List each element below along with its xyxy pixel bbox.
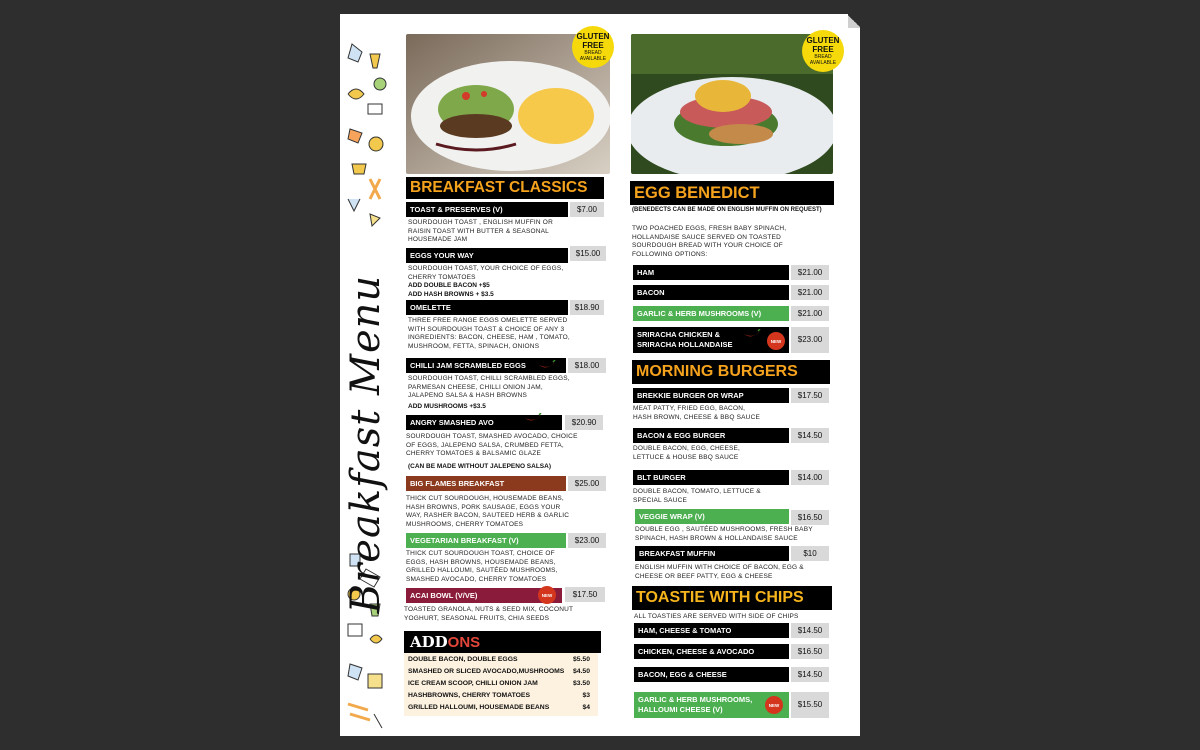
menu-item-price: $7.00 [570,202,604,217]
menu-item-price: $25.00 [568,476,606,491]
menu-item-price: $21.00 [791,285,829,300]
menu-item-desc: DOUBLE BACON, TOMATO, LETTUCE & SPECIAL SAUCE [633,488,761,504]
chili-icon [743,329,761,339]
menu-item-omelette: OMELETTE [406,300,568,315]
menu-item-desc: THREE FREE RANGE EGGS OMELETTE SERVED WITH SOURDOUGH TOAST & CHOICE OF ANY 3 INGREDIENTS: BACON, CHEESE, HAM , TOMATO, MUSHROOM, FETTA, SPINACH, ONIONS [408,317,570,350]
new-badge: NEW [765,696,783,714]
egg-benedict-heading: EGG BENEDICT [630,181,834,205]
chili-icon [524,413,542,423]
benedict-option-bacon: BACON [633,285,789,300]
addon-row: DOUBLE BACON, DOUBLE EGGS $5.50 [408,656,590,663]
benedict-option-ham: HAM [633,265,789,280]
gluten-free-text: GLUTEN FREE [576,32,610,50]
page-corner-fold [848,14,860,28]
menu-item-price: $17.50 [565,587,605,602]
menu-item-angry-smashed-avo: ANGRY SMASHED AVO [406,415,562,430]
menu-item-desc: THICK CUT SOURDOUGH TOAST, CHOICE OF EGGS, HASH BROWNS, HOUSEMADE BEANS, GRILLED HALLOUMI, SAUTÉED MUSHROOMS, SMASHED AVOCADO, CHERRY TOMATOES [406,550,558,583]
menu-item-breakfast-muffin: BREAKFAST MUFFIN [635,546,789,561]
menu-item-desc: THICK CUT SOURDOUGH, HOUSEMADE BEANS, HASH BROWNS, PORK SAUSAGE, EGGS YOUR WAY, RASHER BACON, SAUTEED HERB & GARLIC MUSHROOMS, CHERRY TOMATOES [406,495,570,528]
menu-item-price: $21.00 [791,265,829,280]
addons-heading: ADDONS [404,631,601,653]
menu-item-price: $14.50 [791,667,829,682]
menu-item-desc: ENGLISH MUFFIN WITH CHOICE OF BACON, EGG & CHEESE OR BEEF PATTY, EGG & CHEESE [635,564,804,580]
menu-item-toast-preserves: TOAST & PRESERVES (V) [406,202,568,217]
menu-item-note: (CAN BE MADE WITHOUT JALEPENO SALSA) [408,463,551,470]
menu-item-price: $16.50 [791,644,829,659]
menu-item-blt-burger: BLT BURGER [633,470,789,485]
new-badge: NEW [538,586,556,604]
doodle-strip [340,14,392,736]
addon-row: HASHBROWNS, CHERRY TOMATOES $3 [408,692,590,699]
toastie-ham-cheese-tomato: HAM, CHEESE & TOMATO [634,623,789,638]
menu-item-price: $23.00 [568,533,606,548]
breakfast-classics-heading: BREAKFAST CLASSICS [406,177,604,199]
menu-item-acai-bowl: ACAI BOWL (V/VE) [406,588,562,603]
menu-item-chilli-jam-eggs: CHILLI JAM SCRAMBLED EGGS [406,358,566,373]
menu-item-price: $16.50 [791,510,829,525]
gluten-free-badge-right [802,30,844,72]
menu-page [340,14,860,736]
toastie-garlic-herb-halloumi: GARLIC & HERB MUSHROOMS, HALLOUMI CHEESE (V) [634,692,789,718]
menu-item-big-flames: BIG FLAMES BREAKFAST [406,476,566,491]
chili-icon [538,360,556,370]
morning-burgers-heading: MORNING BURGERS [632,360,830,384]
menu-item-price: $17.50 [791,388,829,403]
menu-item-price: $15.50 [791,692,829,718]
script-title: Breakfast Menu [343,274,389,614]
bread-available-text: BREAD AVAILABLE [809,54,837,66]
menu-item-desc: MEAT PATTY, FRIED EGG, BACON, HASH BROWN, CHEESE & BBQ SAUCE [633,405,760,421]
bread-available-text: BREAD AVAILABLE [579,50,607,62]
benedict-desc: TWO POACHED EGGS, FRESH BABY SPINACH, HOLLANDAISE SAUCE SERVED ON TOASTED SOURDOUGH BREAD WITH YOUR CHOICE OF FOLLOWING OPTIONS: [632,225,787,258]
menu-item-price: $15.00 [570,246,606,261]
addons-list [404,653,598,716]
toastie-heading: TOASTIE WITH CHIPS [632,586,832,610]
menu-item-price: $14.50 [791,623,829,638]
new-badge: NEW [767,332,785,350]
menu-item-addon-note: ADD DOUBLE BACON +$5 ADD HASH BROWNS + $3.5 [408,282,494,298]
toastie-note: ALL TOASTIES ARE SERVED WITH SIDE OF CHIPS [634,613,799,620]
menu-item-desc: DOUBLE EGG , SAUTÉED MUSHROOMS, FRESH BABY SPINACH, HASH BROWN & HOLLANDAISE SAUCE [635,526,813,542]
menu-item-price: $14.00 [791,470,829,485]
menu-item-desc: TOASTED GRANOLA, NUTS & SEED MIX, COCONUT YOGHURT, SEASONAL FRUITS, CHIA SEEDS [404,606,574,622]
addon-row: SMASHED OR SLICED AVOCADO,MUSHROOMS $4.50 [408,668,590,675]
menu-item-brekkie-burger: BREKKIE BURGER OR WRAP [633,388,789,403]
menu-item-desc: DOUBLE BACON, EGG, CHEESE, LETTUCE & HOUSE BBQ SAUCE [633,445,741,461]
toastie-chicken-cheese-avocado: CHICKEN, CHEESE & AVOCADO [634,644,789,659]
menu-item-desc: SOURDOUGH TOAST, YOUR CHOICE OF EGGS, CHERRY TOMATOES [408,265,564,281]
gluten-free-badge-left [572,26,614,68]
menu-item-desc: SOURDOUGH TOAST, CHILLI SCRAMBLED EGGS, PARMESAN CHEESE, CHILLI ONION JAM, JALAPENO SALSA & HASH BROWNS [408,375,570,400]
menu-item-vegetarian-breakfast: VEGETARIAN BREAKFAST (V) [406,533,566,548]
menu-item-addon-note: ADD MUSHROOMS +$3.5 [408,403,486,410]
menu-item-price: $18.00 [568,358,606,373]
menu-item-bacon-egg-burger: BACON & EGG BURGER [633,428,789,443]
menu-item-price: $23.00 [791,327,829,353]
benedict-option-mushrooms: GARLIC & HERB MUSHROOMS (V) [633,306,789,321]
menu-item-price: $20.90 [565,415,603,430]
benedict-option-sriracha: SRIRACHA CHICKEN & SRIRACHA HOLLANDAISE [633,327,789,353]
menu-item-eggs-your-way: EGGS YOUR WAY [406,248,568,263]
menu-item-price: $10 [791,546,829,561]
menu-item-desc: SOURDOUGH TOAST, SMASHED AVOCADO, CHOICE OF EGGS, JALEPENO SALSA, CRUMBED FETTA, CHERRY TOMATOES & BALSAMIC GLAZE [406,433,578,458]
menu-item-price: $18.90 [570,300,604,315]
addon-row: ICE CREAM SCOOP, CHILLI ONION JAM $3.50 [408,680,590,687]
toastie-bacon-egg-cheese: BACON, EGG & CHEESE [634,667,789,682]
addon-row: GRILLED HALLOUMI, HOUSEMADE BEANS $4 [408,704,590,711]
benedict-note: (BENEDECTS CAN BE MADE ON ENGLISH MUFFIN ON REQUEST) [632,207,822,213]
menu-item-desc: SOURDOUGH TOAST , ENGLISH MUFFIN OR RAISIN TOAST WITH BUTTER & SEASONAL HOUSEMADE JAM [408,219,553,244]
menu-item-price: $21.00 [791,306,829,321]
menu-item-price: $14.50 [791,428,829,443]
menu-item-veggie-wrap: VEGGIE WRAP (V) [635,509,789,524]
gluten-free-text: GLUTEN FREE [806,36,840,54]
